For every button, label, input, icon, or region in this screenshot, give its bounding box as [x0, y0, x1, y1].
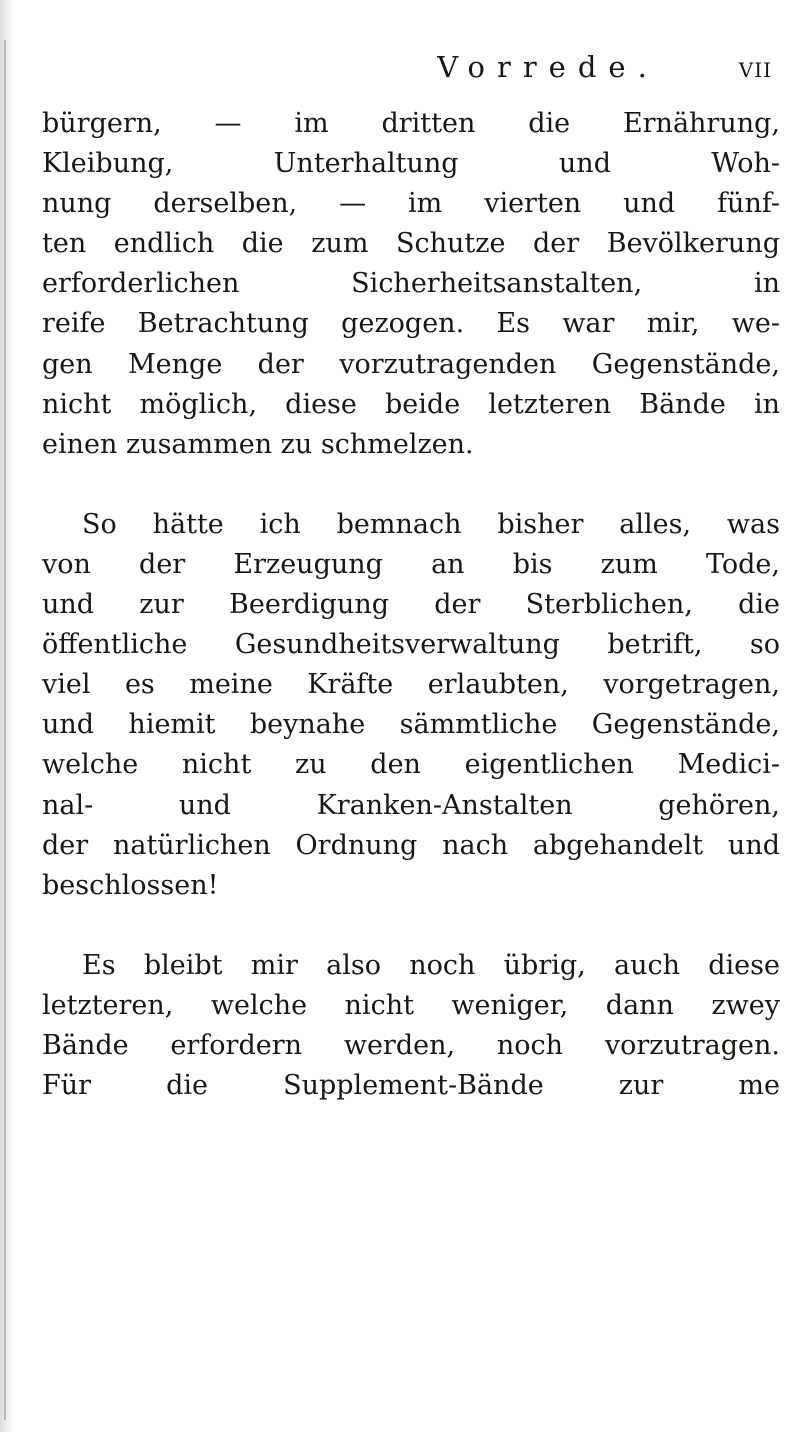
paragraph-3: [42, 946, 780, 1106]
text-line: beschlossen!: [42, 869, 219, 901]
paragraph-1: [42, 104, 780, 465]
text-line: viel es meine Kräfte erlaubten, vorgetragen,: [42, 669, 780, 701]
text-line: So hätte ich bemnach bisher alles, was: [82, 508, 780, 540]
paragraph-2: [42, 505, 780, 906]
text-line: gen Menge der vorzutragenden Gegenstände,: [42, 348, 780, 380]
text-line: Es bleibt mir also noch übrig, auch diese: [82, 949, 780, 981]
text-line: einen zusammen zu schmelzen.: [42, 428, 474, 460]
text-line: erforderlichen Sicherheitsanstalten, in: [42, 268, 780, 300]
text-line: reife Betrachtung gezogen. Es war mir, we-: [42, 308, 780, 340]
text-line: welche nicht zu den eigentlichen Medici-: [42, 749, 780, 781]
page-number: VII: [738, 58, 772, 82]
text-line: öffentliche Gesundheitsverwaltung betrift, so: [42, 629, 780, 661]
page-edge-shadow: [0, 0, 14, 1432]
binding-gutter: [4, 40, 6, 1420]
text-line: nung derselben, — im vierten und fünf-: [42, 188, 780, 220]
running-title: Vorrede.: [437, 50, 659, 84]
text-line: bürgern, — im dritten die Ernährung,: [42, 108, 780, 139]
text-line: ten endlich die zum Schutze der Bevölkerung: [42, 228, 780, 260]
text-line: und hiemit beynahe sämmtliche Gegenstände,: [42, 709, 780, 741]
text-line: nal- und Kranken-Anstalten gehören,: [42, 789, 780, 821]
text-line: Kleibung, Unterhaltung und Woh-: [42, 148, 780, 180]
text-line: Für die Supplement-Bände zur me: [42, 1070, 780, 1102]
text-line: und zur Beerdigung der Sterblichen, die: [42, 589, 780, 621]
text-line: letzteren, welche nicht weniger, dann zwey: [42, 989, 780, 1021]
text-line: Bände erfordern werden, noch vorzutragen.: [42, 1029, 780, 1061]
running-head: [0, 50, 800, 90]
text-line: nicht möglich, diese beide letzteren Bände in: [42, 388, 780, 420]
text-line: der natürlichen Ordnung nach abgehandelt und: [42, 829, 780, 861]
text-line: von der Erzeugung an bis zum Tode,: [42, 548, 780, 580]
body-text: [42, 104, 780, 1106]
